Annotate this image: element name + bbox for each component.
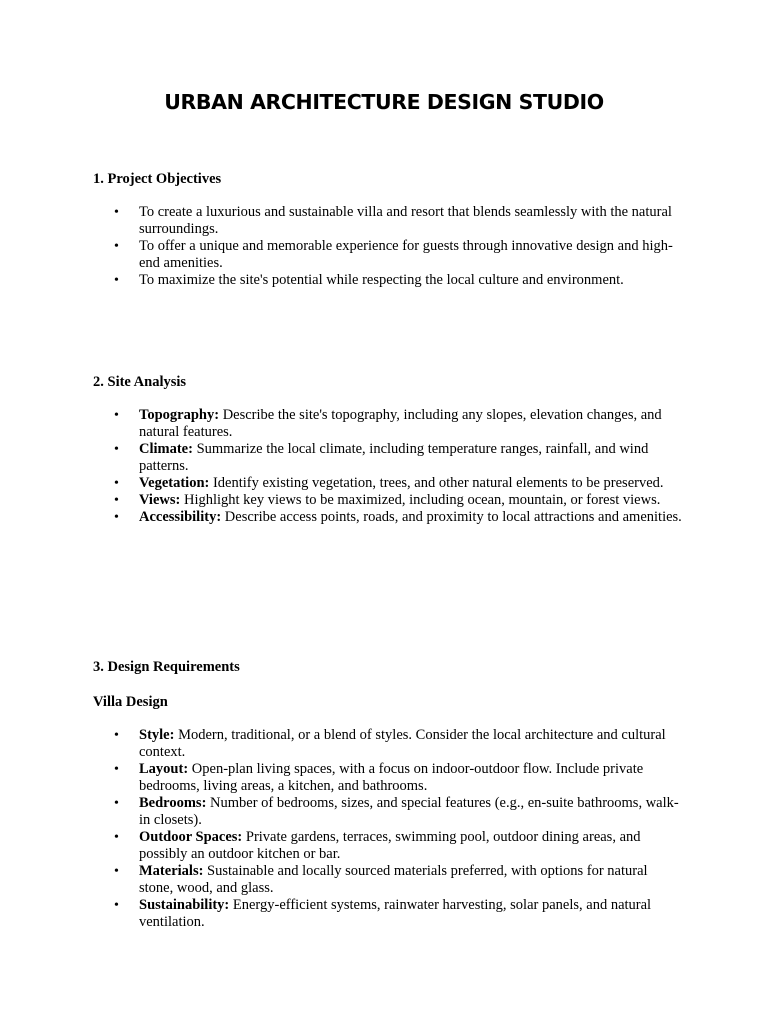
bullet-icon: • bbox=[114, 796, 119, 811]
list-item bbox=[93, 795, 684, 829]
bullet-icon: • bbox=[114, 728, 119, 743]
list-item-term: Style: bbox=[139, 727, 175, 743]
bullet-icon: • bbox=[114, 864, 119, 879]
list-item-text: Highlight key views to be maximized, including ocean, mountain, or forest views. bbox=[180, 492, 661, 508]
list-item bbox=[93, 475, 684, 492]
list-item bbox=[93, 863, 684, 897]
list-item-text: Number of bedrooms, sizes, and special features (e.g., en-suite bathrooms, walk-in closets). bbox=[139, 795, 679, 828]
list-item-text: Identify existing vegetation, trees, and other natural elements to be preserved. bbox=[209, 475, 664, 491]
list-item bbox=[93, 761, 684, 795]
list-item bbox=[93, 441, 684, 475]
list-item bbox=[93, 492, 684, 509]
bullet-icon: • bbox=[114, 273, 119, 288]
list-item-text: Modern, traditional, or a blend of styles. Consider the local architecture and cultural context. bbox=[139, 727, 666, 760]
subheading-villa-design: Villa Design bbox=[93, 694, 168, 710]
list-item-text: To create a luxurious and sustainable villa and resort that blends seamlessly with the natural surroundings. bbox=[139, 204, 672, 237]
list-item bbox=[93, 204, 684, 238]
list-item-term: Views: bbox=[139, 492, 181, 508]
bullet-icon: • bbox=[114, 898, 119, 913]
list-item-term: Bedrooms: bbox=[139, 795, 207, 811]
section-heading-objectives: 1. Project Objectives bbox=[93, 171, 222, 187]
list-item-text: Describe access points, roads, and proximity to local attractions and amenities. bbox=[221, 509, 682, 525]
list-item-term: Layout: bbox=[139, 761, 189, 777]
list-item-text: To maximize the site's potential while respecting the local culture and environment. bbox=[139, 272, 624, 288]
bullet-icon: • bbox=[114, 408, 119, 423]
bullet-icon: • bbox=[114, 762, 119, 777]
list-item-term: Accessibility: bbox=[139, 509, 222, 525]
bullet-icon: • bbox=[114, 830, 119, 845]
list-item-text: Energy-efficient systems, rainwater harvesting, solar panels, and natural ventilation. bbox=[139, 897, 652, 930]
list-item bbox=[93, 509, 684, 526]
list-item-term: Topography: bbox=[139, 407, 220, 423]
list-item bbox=[93, 897, 684, 931]
bullet-icon: • bbox=[114, 476, 119, 491]
section-heading-site-analysis: 2. Site Analysis bbox=[93, 374, 187, 390]
list-item-term: Climate: bbox=[139, 441, 193, 457]
list-item-text: Sustainable and locally sourced materials preferred, with options for natural stone, wood, and glass. bbox=[139, 863, 648, 896]
bullet-icon: • bbox=[114, 510, 119, 525]
bullet-icon: • bbox=[114, 239, 119, 254]
list-item-term: Materials: bbox=[139, 863, 204, 879]
objectives-list bbox=[93, 204, 693, 289]
list-item-text: Private gardens, terraces, swimming pool, outdoor dining areas, and possibly an outdoor kitchen or bar. bbox=[139, 829, 641, 862]
section-heading-design-requirements: 3. Design Requirements bbox=[93, 659, 240, 675]
bullet-icon: • bbox=[114, 493, 119, 508]
list-item bbox=[93, 238, 684, 272]
list-item-term: Sustainability: bbox=[139, 897, 230, 913]
list-item bbox=[93, 272, 684, 289]
list-item bbox=[93, 829, 684, 863]
list-item-term: Vegetation: bbox=[139, 475, 210, 491]
list-item-text: Describe the site's topography, including any slopes, elevation changes, and natural features. bbox=[139, 407, 662, 440]
bullet-icon: • bbox=[114, 205, 119, 220]
bullet-icon: • bbox=[114, 442, 119, 457]
list-item bbox=[93, 407, 684, 441]
list-item bbox=[93, 727, 684, 761]
page-title: URBAN ARCHITECTURE DESIGN STUDIO bbox=[164, 90, 604, 114]
list-item-term: Outdoor Spaces: bbox=[139, 829, 243, 845]
list-item-text: To offer a unique and memorable experience for guests through innovative design and high-end amenities. bbox=[139, 238, 673, 271]
list-item-text: Summarize the local climate, including temperature ranges, rainfall, and wind patterns. bbox=[139, 441, 649, 474]
site-analysis-list bbox=[93, 407, 693, 526]
design-requirements-list bbox=[93, 727, 693, 931]
list-item-text: Open-plan living spaces, with a focus on indoor-outdoor flow. Include private bedrooms, living areas, a kitchen, and bathrooms. bbox=[139, 761, 644, 794]
